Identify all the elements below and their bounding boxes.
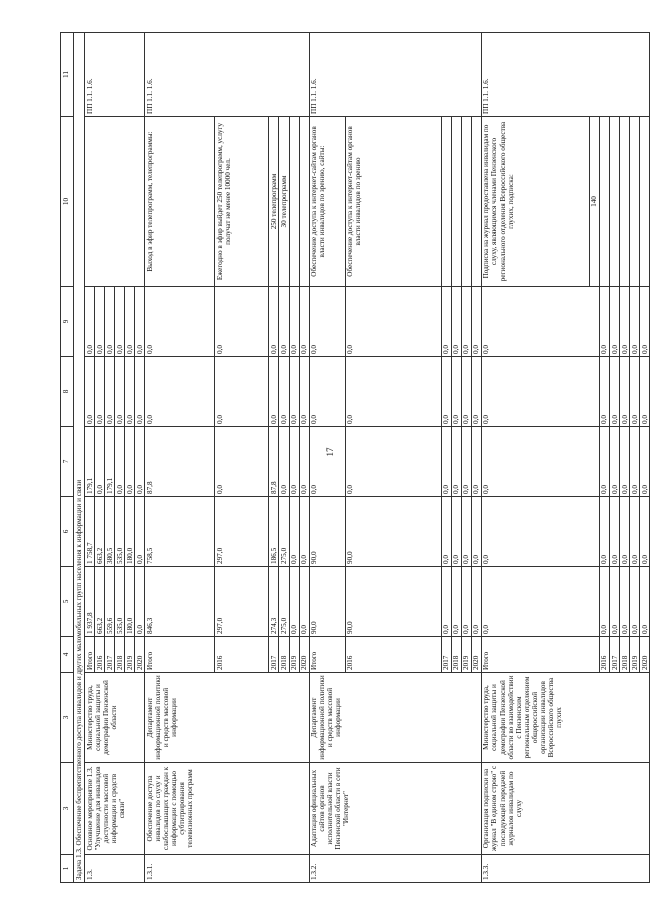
table-cell: Итого (145, 637, 215, 673)
indicator-cell (461, 117, 471, 287)
table-cell: 559,6 (105, 567, 115, 637)
table-cell: 2020 (640, 637, 650, 673)
table-cell: 0,0 (269, 357, 279, 427)
table-cell: 0,0 (451, 287, 461, 357)
table-row (145, 33, 215, 883)
task-row (74, 33, 85, 883)
table-cell: 180,0 (125, 497, 135, 567)
table-cell: 0,0 (299, 357, 309, 427)
table-cell: 0,0 (85, 287, 95, 357)
table-cell: 186,5 (269, 497, 279, 567)
table-row (481, 33, 589, 883)
table-row (85, 33, 95, 883)
table-cell: 0,0 (481, 357, 599, 427)
table-cell: 0,0 (289, 287, 299, 357)
table-cell: 0,0 (299, 287, 309, 357)
table-cell: 0,0 (115, 287, 125, 357)
indicator-cell: 250 телепрограмм (269, 117, 279, 287)
table-cell: 0,0 (640, 287, 650, 357)
table-cell: 0,0 (471, 427, 481, 497)
table-cell: 0,0 (145, 357, 215, 427)
table-cell: 0,0 (115, 427, 125, 497)
table-cell: 0,0 (461, 287, 471, 357)
table-cell: 0,0 (481, 287, 599, 357)
table-cell: 663,2 (95, 497, 105, 567)
table-cell: 0,0 (610, 357, 620, 427)
table-cell: 758,5 (145, 497, 215, 567)
table-cell: 2019 (289, 637, 299, 673)
table-cell: 2020 (135, 637, 145, 673)
table-cell: 2019 (630, 637, 640, 673)
header-cell: 4 (61, 637, 74, 673)
header-cell: 3 (61, 763, 74, 855)
table-cell: 0,0 (599, 567, 609, 637)
table-cell: 0,0 (471, 567, 481, 637)
table-cell: 90,0 (309, 497, 345, 567)
table-cell: 0,0 (630, 427, 640, 497)
indicator-cell: Обеспечение доступа к интернет-сайтам органов власти инвалидов по зрению (345, 117, 441, 287)
program-code: ПП 1.1. 1.6. (145, 33, 309, 117)
table-cell: 0,0 (599, 287, 609, 357)
indicator-cell (630, 117, 640, 287)
table-cell: 0,0 (630, 567, 640, 637)
header-cell: 8 (61, 357, 74, 427)
table-cell: 0,0 (640, 427, 650, 497)
table-cell: 0,0 (481, 497, 599, 567)
table-cell: 90,0 (309, 567, 345, 637)
table-cell: 2020 (299, 637, 309, 673)
table-cell: 2016 (345, 637, 441, 673)
table-cell: 0,0 (95, 427, 105, 497)
section-number: 1.3.1. (145, 855, 309, 883)
indicator-cell (471, 117, 481, 287)
table-cell: 0,0 (309, 287, 345, 357)
table-cell: 0,0 (135, 497, 145, 567)
table-cell: 0,0 (441, 287, 451, 357)
program-code: ПП 1.1. 1.6. (481, 33, 649, 117)
indicator-cell (451, 117, 461, 287)
table-cell: 0,0 (471, 287, 481, 357)
header-cell: 11 (61, 33, 74, 117)
header-cell: 5 (61, 567, 74, 637)
table-cell: 0,0 (620, 357, 630, 427)
table-cell: 2016 (95, 637, 105, 673)
table-cell: 2017 (105, 637, 115, 673)
table-cell: 0,0 (481, 567, 599, 637)
table-cell: 380,5 (105, 497, 115, 567)
table-cell: 297,0 (215, 567, 269, 637)
table-cell: 275,0 (279, 497, 289, 567)
table-cell: 663,2 (95, 567, 105, 637)
table-cell: Итого (481, 637, 599, 673)
table-cell: 0,0 (451, 427, 461, 497)
table-cell: 0,0 (279, 287, 289, 357)
indicator-cell (610, 117, 620, 287)
section-executor: Министерство труда, социальной защиты и демографии Пензенской области во взаимодействии с Пензенским региональным отделением общероссийской организации инвалидов Всероссийского общества глухих (481, 673, 649, 763)
table-cell: 0,0 (471, 497, 481, 567)
indicator-cell: Подписка на журнал предоставлена инвалидам по слуху, являющимся членами Пензенского регионального отделения Всероссийского общества глухих, подписка: (481, 117, 589, 287)
table-cell: 0,0 (481, 427, 599, 497)
table-cell: 0,0 (630, 287, 640, 357)
section-name: Адаптация официальных сайтов органов исполнительной власти Пензенской области в сети "Интернет" (309, 763, 481, 855)
rotated-page (60, 33, 649, 883)
table-cell: 0,0 (461, 357, 471, 427)
table-cell: 2016 (215, 637, 269, 673)
section-number: 1.3.3. (481, 855, 649, 883)
header-cell: 9 (61, 287, 74, 357)
table-cell: 0,0 (345, 357, 441, 427)
table-cell: 0,0 (461, 427, 471, 497)
table-cell: 0,0 (145, 287, 215, 357)
table-cell: 90,0 (345, 567, 441, 637)
table-cell: 0,0 (215, 357, 269, 427)
indicator-cell (599, 117, 609, 287)
table-cell: 179,1 (85, 427, 95, 497)
table-cell: 535,0 (115, 497, 125, 567)
table-cell: 297,0 (215, 497, 269, 567)
table-cell: 180,0 (125, 567, 135, 637)
program-code: ПП 1.1. 1.6. (85, 33, 145, 117)
table-cell: 2016 (599, 637, 609, 673)
table-cell: 0,0 (640, 497, 650, 567)
table-cell: 2017 (441, 637, 451, 673)
indicator-cell (640, 117, 650, 287)
header-cell: 3 (61, 673, 74, 763)
table-cell: 0,0 (630, 497, 640, 567)
indicator-cell (85, 117, 145, 287)
section-number: 1.3.2. (309, 855, 481, 883)
indicator-cell (299, 117, 309, 287)
table-cell: 0,0 (279, 427, 289, 497)
table-cell: 179,1 (105, 427, 115, 497)
section-name: Организация подписки на журнал "В едином строю" с последующей передачей журналов инвалидам по слуху (481, 763, 649, 855)
table-cell: 0,0 (309, 357, 345, 427)
table-cell: 0,0 (599, 497, 609, 567)
table-cell: 0,0 (135, 287, 145, 357)
section-executor: Департамент информационной политики и средств массовой информации (145, 673, 309, 763)
header-cell: 10 (61, 117, 74, 287)
table-cell: 846,3 (145, 567, 215, 637)
header-row (61, 33, 74, 883)
table-cell: 274,3 (269, 567, 279, 637)
table-row (309, 33, 345, 883)
table-cell: Итого (85, 637, 95, 673)
table-cell: 0,0 (620, 287, 630, 357)
table-cell: 2017 (610, 637, 620, 673)
table-cell: 275,0 (279, 567, 289, 637)
section-number: 1.3. (85, 855, 145, 883)
table-cell: 0,0 (135, 427, 145, 497)
table-cell: 87,8 (269, 427, 279, 497)
header-cell: 6 (61, 497, 74, 567)
table-cell: 0,0 (85, 357, 95, 427)
table-cell: 0,0 (345, 287, 441, 357)
table-cell: 0,0 (640, 567, 650, 637)
table-cell: 0,0 (640, 357, 650, 427)
table-cell: 0,0 (289, 567, 299, 637)
table-cell: 0,0 (215, 287, 269, 357)
table-cell: 90,0 (345, 497, 441, 567)
table-cell: 0,0 (451, 497, 461, 567)
table-cell: 2018 (620, 637, 630, 673)
header-cell: 1 (61, 855, 74, 883)
table-cell: 2020 (471, 637, 481, 673)
table-cell: 0,0 (125, 357, 135, 427)
table-cell: 0,0 (95, 287, 105, 357)
table-cell: 0,0 (125, 287, 135, 357)
page-number: 17 (325, 447, 335, 457)
indicator-cell (289, 117, 299, 287)
section-name: Обеспечение доступа инвалидов по слуху и слабослышащих граждан к информации с помощью субтитрирования телевизионных программ (145, 763, 309, 855)
table-cell: 0,0 (345, 427, 441, 497)
table-cell: 0,0 (471, 357, 481, 427)
table-cell: 2018 (451, 637, 461, 673)
table-cell: 0,0 (451, 357, 461, 427)
task-title: Задача 1.3. Обеспечение беспрепятственного доступа инвалидов и других маломобильных групп населения к информации и связи (74, 33, 85, 883)
table-cell: 0,0 (269, 287, 279, 357)
program-code: ПП 1.1. 1.6. (309, 33, 481, 117)
table-cell: 0,0 (115, 357, 125, 427)
table-cell: 0,0 (630, 357, 640, 427)
table-cell: 87,8 (145, 427, 215, 497)
table-cell: 2017 (269, 637, 279, 673)
table-cell: 1 758,7 (85, 497, 95, 567)
table-cell: 0,0 (441, 567, 451, 637)
program-table (60, 32, 650, 883)
table-cell: 0,0 (461, 567, 471, 637)
table-cell: 0,0 (299, 567, 309, 637)
table-cell: 0,0 (610, 287, 620, 357)
table-cell: 1 937,8 (85, 567, 95, 637)
table-cell: 0,0 (599, 357, 609, 427)
table-cell: 0,0 (105, 357, 115, 427)
indicator-cell: 30 телепрограмм (279, 117, 289, 287)
table-cell: 0,0 (441, 357, 451, 427)
table-cell: 0,0 (299, 427, 309, 497)
table-cell: 2019 (125, 637, 135, 673)
indicator-cell (441, 117, 451, 287)
table-cell: 0,0 (135, 357, 145, 427)
indicator-cell (620, 117, 630, 287)
table-cell: 0,0 (309, 427, 345, 497)
indicator-value: 140 (589, 117, 599, 287)
table-cell: 0,0 (289, 427, 299, 497)
table-cell: 0,0 (125, 427, 135, 497)
table-cell: 0,0 (599, 427, 609, 497)
table-cell: 0,0 (620, 567, 630, 637)
table-cell: 0,0 (461, 497, 471, 567)
indicator-cell: Ежегодно в эфир выйдет 250 телепрограмм, услугу получат не менее 10000 чел. (215, 117, 269, 287)
table-cell: 0,0 (620, 427, 630, 497)
table-cell: Итого (309, 637, 345, 673)
table-cell: 0,0 (215, 427, 269, 497)
table-cell: 0,0 (610, 567, 620, 637)
table-cell: 0,0 (610, 427, 620, 497)
table-cell: 2018 (115, 637, 125, 673)
table-cell: 0,0 (135, 567, 145, 637)
table-cell: 2019 (461, 637, 471, 673)
table-cell: 0,0 (289, 357, 299, 427)
section-executor: Министерство труда, социальной защиты и демографии Пензенской области (85, 673, 145, 763)
table-cell: 2018 (279, 637, 289, 673)
table-cell: 0,0 (451, 567, 461, 637)
indicator-cell: Обеспечение доступа к интернет-сайтам органов власти инвалидов по зрению, сайты: (309, 117, 345, 287)
section-name: Основное мероприятие 1.3. "Улучшение для инвалидов доступности массовой информации и средств связи" (85, 763, 145, 855)
table-cell: 0,0 (105, 287, 115, 357)
table-cell: 0,0 (610, 497, 620, 567)
table-cell: 535,0 (115, 567, 125, 637)
table-cell: 0,0 (299, 497, 309, 567)
table-cell: 0,0 (279, 357, 289, 427)
table-cell: 0,0 (289, 497, 299, 567)
table-cell: 0,0 (441, 497, 451, 567)
section-executor: Департамент информационной политики и средств массовой информации (309, 673, 481, 763)
indicator-cell: Выход в эфир телепрограмм, телепрограммы: (145, 117, 215, 287)
table-cell: 0,0 (620, 497, 630, 567)
header-cell: 7 (61, 427, 74, 497)
table-cell: 0,0 (441, 427, 451, 497)
table-cell: 0,0 (95, 357, 105, 427)
